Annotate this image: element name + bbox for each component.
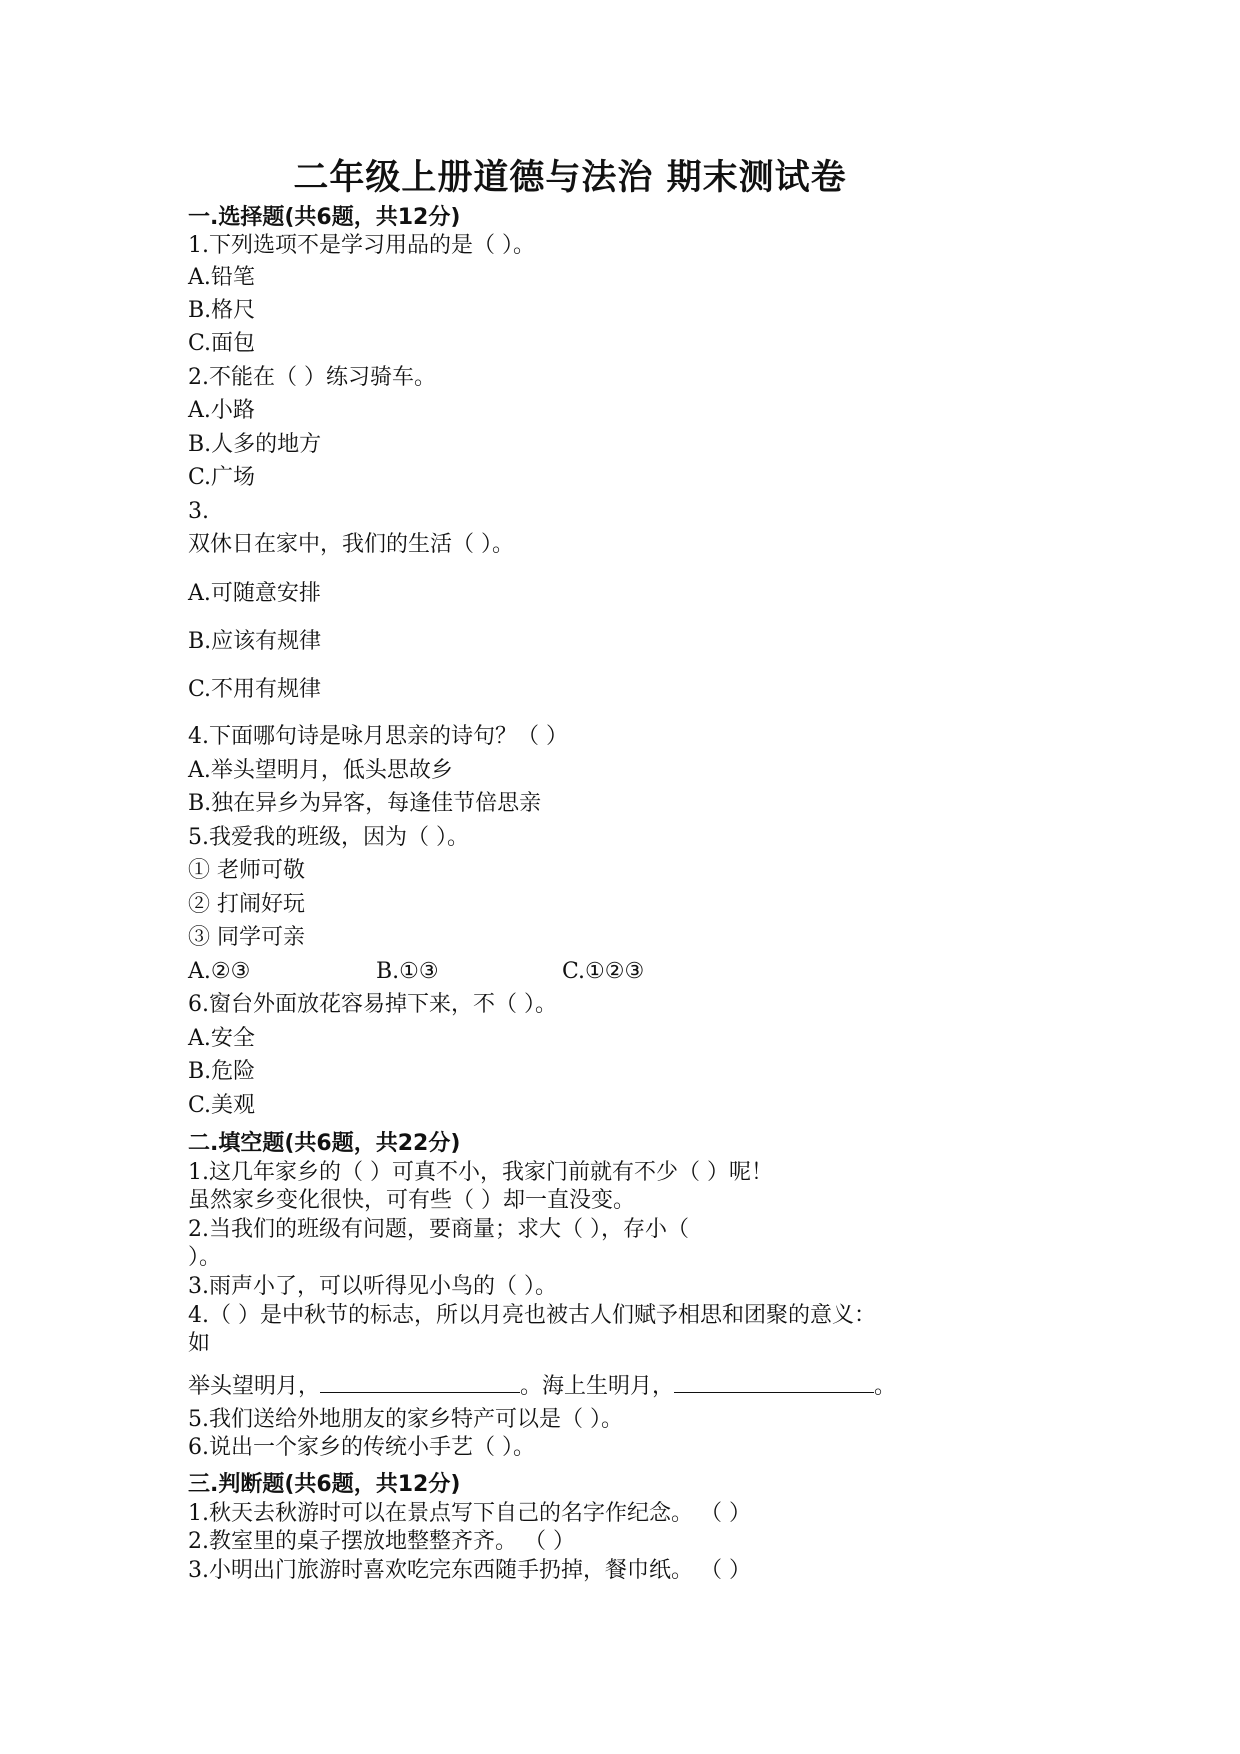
question-line: 1.这几年家乡的（ ）可真不小，我家门前就有不少（ ）呢！	[188, 1160, 773, 1185]
option-b: B.人多的地方	[188, 432, 322, 457]
option-a: A.铅笔	[188, 265, 255, 290]
section-heading-judge: 三.判断题(共6题，共12分)	[188, 1472, 461, 1497]
section-heading-choice: 一.选择题(共6题，共12分)	[188, 205, 461, 230]
page-title: 二年级上册道德与法治 期末测试卷	[293, 158, 847, 198]
question-line: 虽然家乡变化很快，可有些（ ）却一直没变。	[188, 1188, 635, 1213]
option-a: A.②③	[188, 959, 251, 984]
question-line: 2.当我们的班级有问题，要商量；求大（ ），存小（	[188, 1217, 689, 1242]
text-segment: 。海上生明月，	[520, 1374, 675, 1399]
option-c: C.不用有规律	[188, 677, 322, 702]
section-heading-fill: 二.填空题(共6题，共22分)	[188, 1131, 461, 1156]
question-line: 3.雨声小了，可以听得见小鸟的（ ）。	[188, 1274, 557, 1299]
question-stem: 6.窗台外面放花容易掉下来，不（ ）。	[188, 992, 557, 1017]
option-b: B.①③	[376, 959, 439, 984]
question-stem: 双休日在家中，我们的生活（ ）。	[188, 532, 514, 557]
question-line: 3.小明出门旅游时喜欢吃完东西随手扔掉，餐巾纸。 （ ）	[188, 1558, 751, 1583]
option-a: A.安全	[188, 1026, 255, 1051]
option-a: A.举头望明月，低头思故乡	[188, 758, 453, 783]
list-item: ① 老师可敬	[188, 858, 305, 883]
text-segment: 举头望明月，	[188, 1374, 321, 1399]
option-b: B.应该有规律	[188, 629, 322, 654]
option-a: A.小路	[188, 398, 255, 423]
option-c: C.①②③	[562, 959, 645, 984]
option-c: C.面包	[188, 331, 256, 356]
option-b: B.危险	[188, 1059, 256, 1084]
question-line-with-blanks	[188, 1372, 896, 1401]
answer-blank[interactable]	[320, 1372, 520, 1393]
question-stem: 1.下列选项不是学习用品的是（ ）。	[188, 233, 535, 258]
question-line: 1.秋天去秋游时可以在景点写下自己的名字作纪念。 （ ）	[188, 1501, 751, 1526]
list-item: ③ 同学可亲	[188, 925, 305, 950]
question-line: 4.（ ）是中秋节的标志，所以月亮也被古人们赋予相思和团聚的意义：	[188, 1303, 876, 1328]
question-number: 3.	[188, 499, 209, 524]
question-line: 2.教室里的桌子摆放地整整齐齐。 （ ）	[188, 1529, 575, 1554]
answer-blank[interactable]	[674, 1372, 874, 1393]
option-b: B.独在异乡为异客，每逢佳节倍思亲	[188, 791, 542, 816]
question-line: 如	[188, 1331, 211, 1356]
question-stem: 2.不能在（ ）练习骑车。	[188, 365, 436, 390]
list-item: ② 打闹好玩	[188, 892, 305, 917]
question-line: ）。	[188, 1245, 222, 1270]
option-c: C.美观	[188, 1093, 256, 1118]
option-a: A.可随意安排	[188, 581, 321, 606]
option-b: B.格尺	[188, 298, 256, 323]
question-line: 6.说出一个家乡的传统小手艺（ ）。	[188, 1435, 535, 1460]
option-c: C.广场	[188, 465, 256, 490]
options-row	[188, 958, 644, 986]
question-stem: 5.我爱我的班级，因为（ ）。	[188, 825, 469, 850]
question-stem: 4.下面哪句诗是咏月思亲的诗句？（ ）	[188, 724, 568, 749]
text-segment: 。	[874, 1374, 897, 1399]
question-line: 5.我们送给外地朋友的家乡特产可以是（ ）。	[188, 1407, 623, 1432]
